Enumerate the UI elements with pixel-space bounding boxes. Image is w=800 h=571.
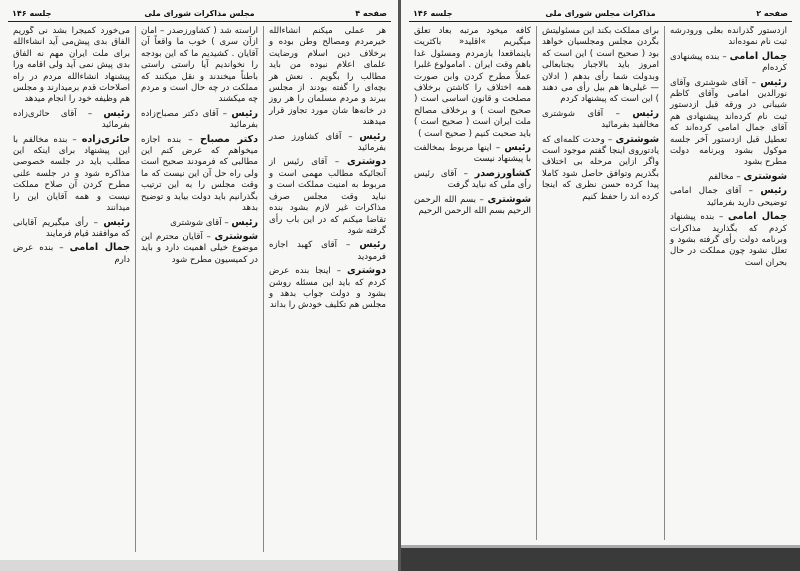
paragraph-text: آقای شوشتری مخالفید بفرمائید	[542, 108, 659, 131]
dash: –	[456, 168, 475, 179]
paragraph	[670, 211, 787, 269]
dash: –	[603, 108, 633, 119]
speaker-name: جمال امامی	[727, 211, 787, 223]
page-number: صفحه ۲	[756, 9, 788, 18]
paragraph-text: آقای شوشتری	[170, 217, 222, 228]
dash: –	[733, 171, 744, 182]
paragraph-text: آقای کهبد اجازه فرمودید	[269, 240, 386, 262]
paragraph-text: اینجا بنده عرض کردم که باید این مسئله روشن بشود و دولت جواب بدهد و مجلس هم تکلیف خودش را بداند	[269, 266, 386, 311]
dash: –	[604, 134, 616, 145]
speaker-name: رئیس	[504, 142, 531, 154]
dash: –	[330, 266, 347, 277]
session-number: جلسه ۱۴۶	[12, 9, 52, 18]
dash: –	[747, 77, 761, 88]
speaker-name: شوشتری	[615, 133, 659, 145]
speaker-name: دکتر مصباح	[199, 133, 258, 145]
page-header	[8, 7, 391, 22]
dash: –	[475, 194, 488, 205]
speaker-name: رئیس	[760, 76, 788, 88]
paragraph	[414, 142, 531, 166]
speaker-name: جمال امامی	[729, 50, 788, 62]
speaker-name: رئیس	[231, 216, 258, 228]
speaker-name: دوشتری	[347, 265, 386, 277]
speaker-name: رئیس	[103, 107, 130, 119]
paragraph-text: هر عملی میکنم انشاءالله خیرمردم ومصالح وطن بوده و برخلاف دین اسلام ورضایت علمای اعلام نبوده من باید مطالب را بگویم . نعش هر بچه‌ای را گفته بودند از مجلس ببرند و مردم مسلمان را هر روز در خانه‌ها شان مورد تجاوز قرار میدهند	[269, 26, 386, 128]
dash: –	[337, 240, 360, 251]
dash: –	[218, 108, 232, 119]
paragraph-text: اینها مربوط بمخالفت با پیشنهاد نیست	[414, 143, 531, 165]
paragraph	[269, 131, 386, 155]
paragraph-text: ازدستور گذرانده بعلی ورودرشه ثبت نام نموده‌اند	[670, 26, 787, 48]
paragraph	[269, 265, 386, 312]
dash: –	[327, 157, 348, 168]
paragraph-text: مخالفم	[708, 171, 734, 182]
right-page	[401, 0, 800, 548]
paragraph	[542, 108, 659, 132]
paragraph-text: آقایان محترم این موضوع خیلی اهمیت دارد و باید در کمیسیون مطرح شود	[141, 231, 258, 265]
paragraph-text: آقای رئیس از آنجائیکه مطالب مهمی است و مربوط به امنیت مملکت است و نباید وقت مجلس صرف مذاکرات غیر لازم بشود بنده تقاضا میکنم که در این باب رأی گرفته شود	[269, 157, 386, 236]
paragraph-text: آقای رئیس رأی ملی که نباید گرفت	[414, 168, 531, 191]
column	[409, 26, 536, 540]
paragraph	[141, 108, 258, 132]
dash: –	[221, 217, 232, 228]
paragraph	[269, 26, 386, 129]
dash: –	[76, 108, 104, 119]
dash: –	[719, 51, 730, 62]
paragraph-text: وحدت کلمه‌ای که یادتوروی اینجا گفتم موجود است واگر ازاین مرحله بی اختلاف بگذریم وتوافق حاصل شود کاملا پیدا کرده حسن نظری که اینجا کرده اند را حفظ کنیم	[542, 134, 659, 202]
paragraph	[141, 26, 258, 106]
left-page	[0, 0, 399, 560]
paragraph-text: بنده اجازه میخواهم که عرض کنم این مطالبی که فرمودند صحیح است ولی راه حل آن این نیست که ما وقت مجلس را به این ترتیب بگذرانیم باید دولت بیاید و توضیح بدهد	[141, 134, 258, 214]
paragraph	[414, 194, 531, 218]
speaker-name: حائری‌زاده	[81, 133, 130, 145]
dash: –	[67, 134, 82, 145]
page-header	[409, 7, 792, 22]
speaker-name: شوشتری	[487, 193, 531, 205]
column	[8, 26, 135, 552]
paragraph-text: آراسته شد ( کشاورزصدر – امان ازآن سری ) خوب ما واقعاً آن آقایان . کشیدیم ما که این بودجه را نخواندیم آیا راستی راستی باطناً میخندند و نقل میکنند که مملکت در چه حال است و مردم چه میکشند	[141, 26, 258, 105]
session-number: جلسه ۱۴۶	[413, 9, 453, 18]
column	[263, 26, 391, 552]
paragraph-text: رأی میگیریم آقایانی که موافقند قیام فرمایند	[13, 217, 130, 239]
paragraph-text: کافه میخود مرتبه بعاد تعلق میگیریم »اقلید« باکثریت باینماقعدا بازمردم ومسئول غدا باهم وقت ایران . امامولوع غلبرا عملاً مطرح کردن وابن صورت همه اختلاف را کاشتن برخلاف مصلحت و قانون اساسی است ( صحیح است ) و برخلاف مصالح ملت ایران است ( صحیح است ) باید صحبت کنیم ( صحیح است )	[414, 26, 531, 139]
publication-title: مجلس‌ مذاکرات شورای ملی	[144, 9, 255, 18]
dash: –	[491, 143, 505, 154]
dash: –	[741, 186, 761, 197]
paragraph	[670, 185, 787, 209]
column	[536, 26, 664, 540]
page-number: صفحه ۴	[355, 9, 387, 18]
speaker-name: شوشتری	[214, 230, 259, 242]
paragraph	[542, 134, 659, 203]
speaker-name: رئیس	[359, 239, 386, 251]
paragraph-text: آقای شوشتری وآقای نورالدین امامی وآقای کاظم شیبانی در ورقه قبل ازدستور ثبت نام کرده‌اند پیشنهادی هم آقای جمال امامی کرده‌اند که تعطیل قبل ازدستور آخر جلسه موکول بشود وبرنامه دولت مطرح بشود	[670, 77, 787, 168]
paragraph	[670, 171, 787, 183]
speaker-name: شوشتری	[743, 170, 787, 182]
paragraph	[269, 239, 386, 263]
paragraph-text: بنده عرض دارم	[13, 243, 130, 265]
dash: –	[53, 243, 70, 254]
paragraph-text: آقای جمال امامی توضیحی دارید بفرمائید	[670, 186, 787, 208]
paragraph-text: آقای دکتر مصباح‌زاده بفرمائید	[141, 108, 258, 131]
speaker-name: رئیس	[760, 185, 788, 197]
paragraph	[670, 26, 787, 49]
paragraph-text: بنده پیشنهادی کرده‌ام	[670, 51, 787, 74]
paragraph	[542, 26, 659, 106]
publication-title: مذاکرات مجلس شورای ملی	[545, 9, 656, 18]
paragraph-text: می‌خورد کمیجرا بشد نی گوریم الفاق بدی پیش‌می آید انشاءالله برای ملت ایران مهم نه الفاق بدی پیش نمی آید ولی اقامه ورا پیشنهاد انشاءالله مردم در راه اصلاحات قدم برمیدارند و مجلس هم وظیفه خود را انجام میدهد	[13, 26, 130, 105]
column	[664, 26, 792, 540]
dash: –	[88, 217, 104, 228]
speaker-name: رئیس	[632, 107, 659, 119]
speaker-name: کشاورزصدر	[474, 167, 531, 179]
paragraph-text: آقای کشاورز صدر بفرمائید	[269, 131, 386, 154]
paragraph	[13, 242, 130, 266]
paragraph	[13, 217, 130, 241]
dash: –	[714, 212, 728, 223]
speaker-name: رئیس	[231, 107, 258, 119]
paragraph	[13, 134, 130, 215]
paragraph	[670, 51, 787, 75]
speaker-name: دوشتری	[347, 156, 387, 168]
paragraph	[141, 231, 258, 266]
speaker-name: رئیس	[103, 216, 131, 228]
scan-shadow	[401, 548, 800, 571]
paragraph	[414, 168, 531, 192]
paragraph-text: بنده مخالفم با این پیشنهاد برای اینکه این مطلب باید در جلسه خصوصی مذاکره شود و در جلسه علنی مطرح کردن آن صلاح مملکت نیست و همه آقایان این را میدانند	[13, 134, 130, 214]
paragraph-text: برای مملکت بکند این مسئولیتش بگردن مجلس ومجلسیان خواهد بود ( صحیح است ) این است که امروز باید بالاجبار بجنابعالی وبدولت شما رأی بدهم ( ادلان — غیلی‌ها هم بیل رأی می دهند ) این است که پیشنهاد کردم	[542, 26, 659, 105]
paragraph	[414, 26, 531, 140]
text-columns	[409, 26, 792, 540]
paragraph	[13, 108, 130, 132]
paragraph-text: آقای حائری‌زاده بفرمائید	[13, 108, 130, 131]
paragraph	[141, 134, 258, 215]
paragraph	[269, 156, 386, 237]
paragraph-text: بسم الله الرحمن الرحیم بسم الله الرحمن الرحیم	[414, 194, 531, 217]
column	[135, 26, 263, 552]
dash: –	[181, 134, 200, 145]
paragraph	[670, 77, 787, 169]
paragraph	[13, 26, 130, 106]
speaker-name: رئیس	[359, 130, 386, 142]
text-columns	[8, 26, 391, 552]
dash: –	[202, 231, 215, 242]
speaker-name: جمال امامی	[69, 242, 130, 254]
dash: –	[341, 131, 360, 142]
paragraph	[141, 217, 258, 229]
paragraph-text: بنده پیشنهاد کردم که بگذارید مذاکرات وبرنامه دولت رأی گرفته بشود و تعلل نشود چون مملکت در حال بحران است	[670, 212, 787, 268]
